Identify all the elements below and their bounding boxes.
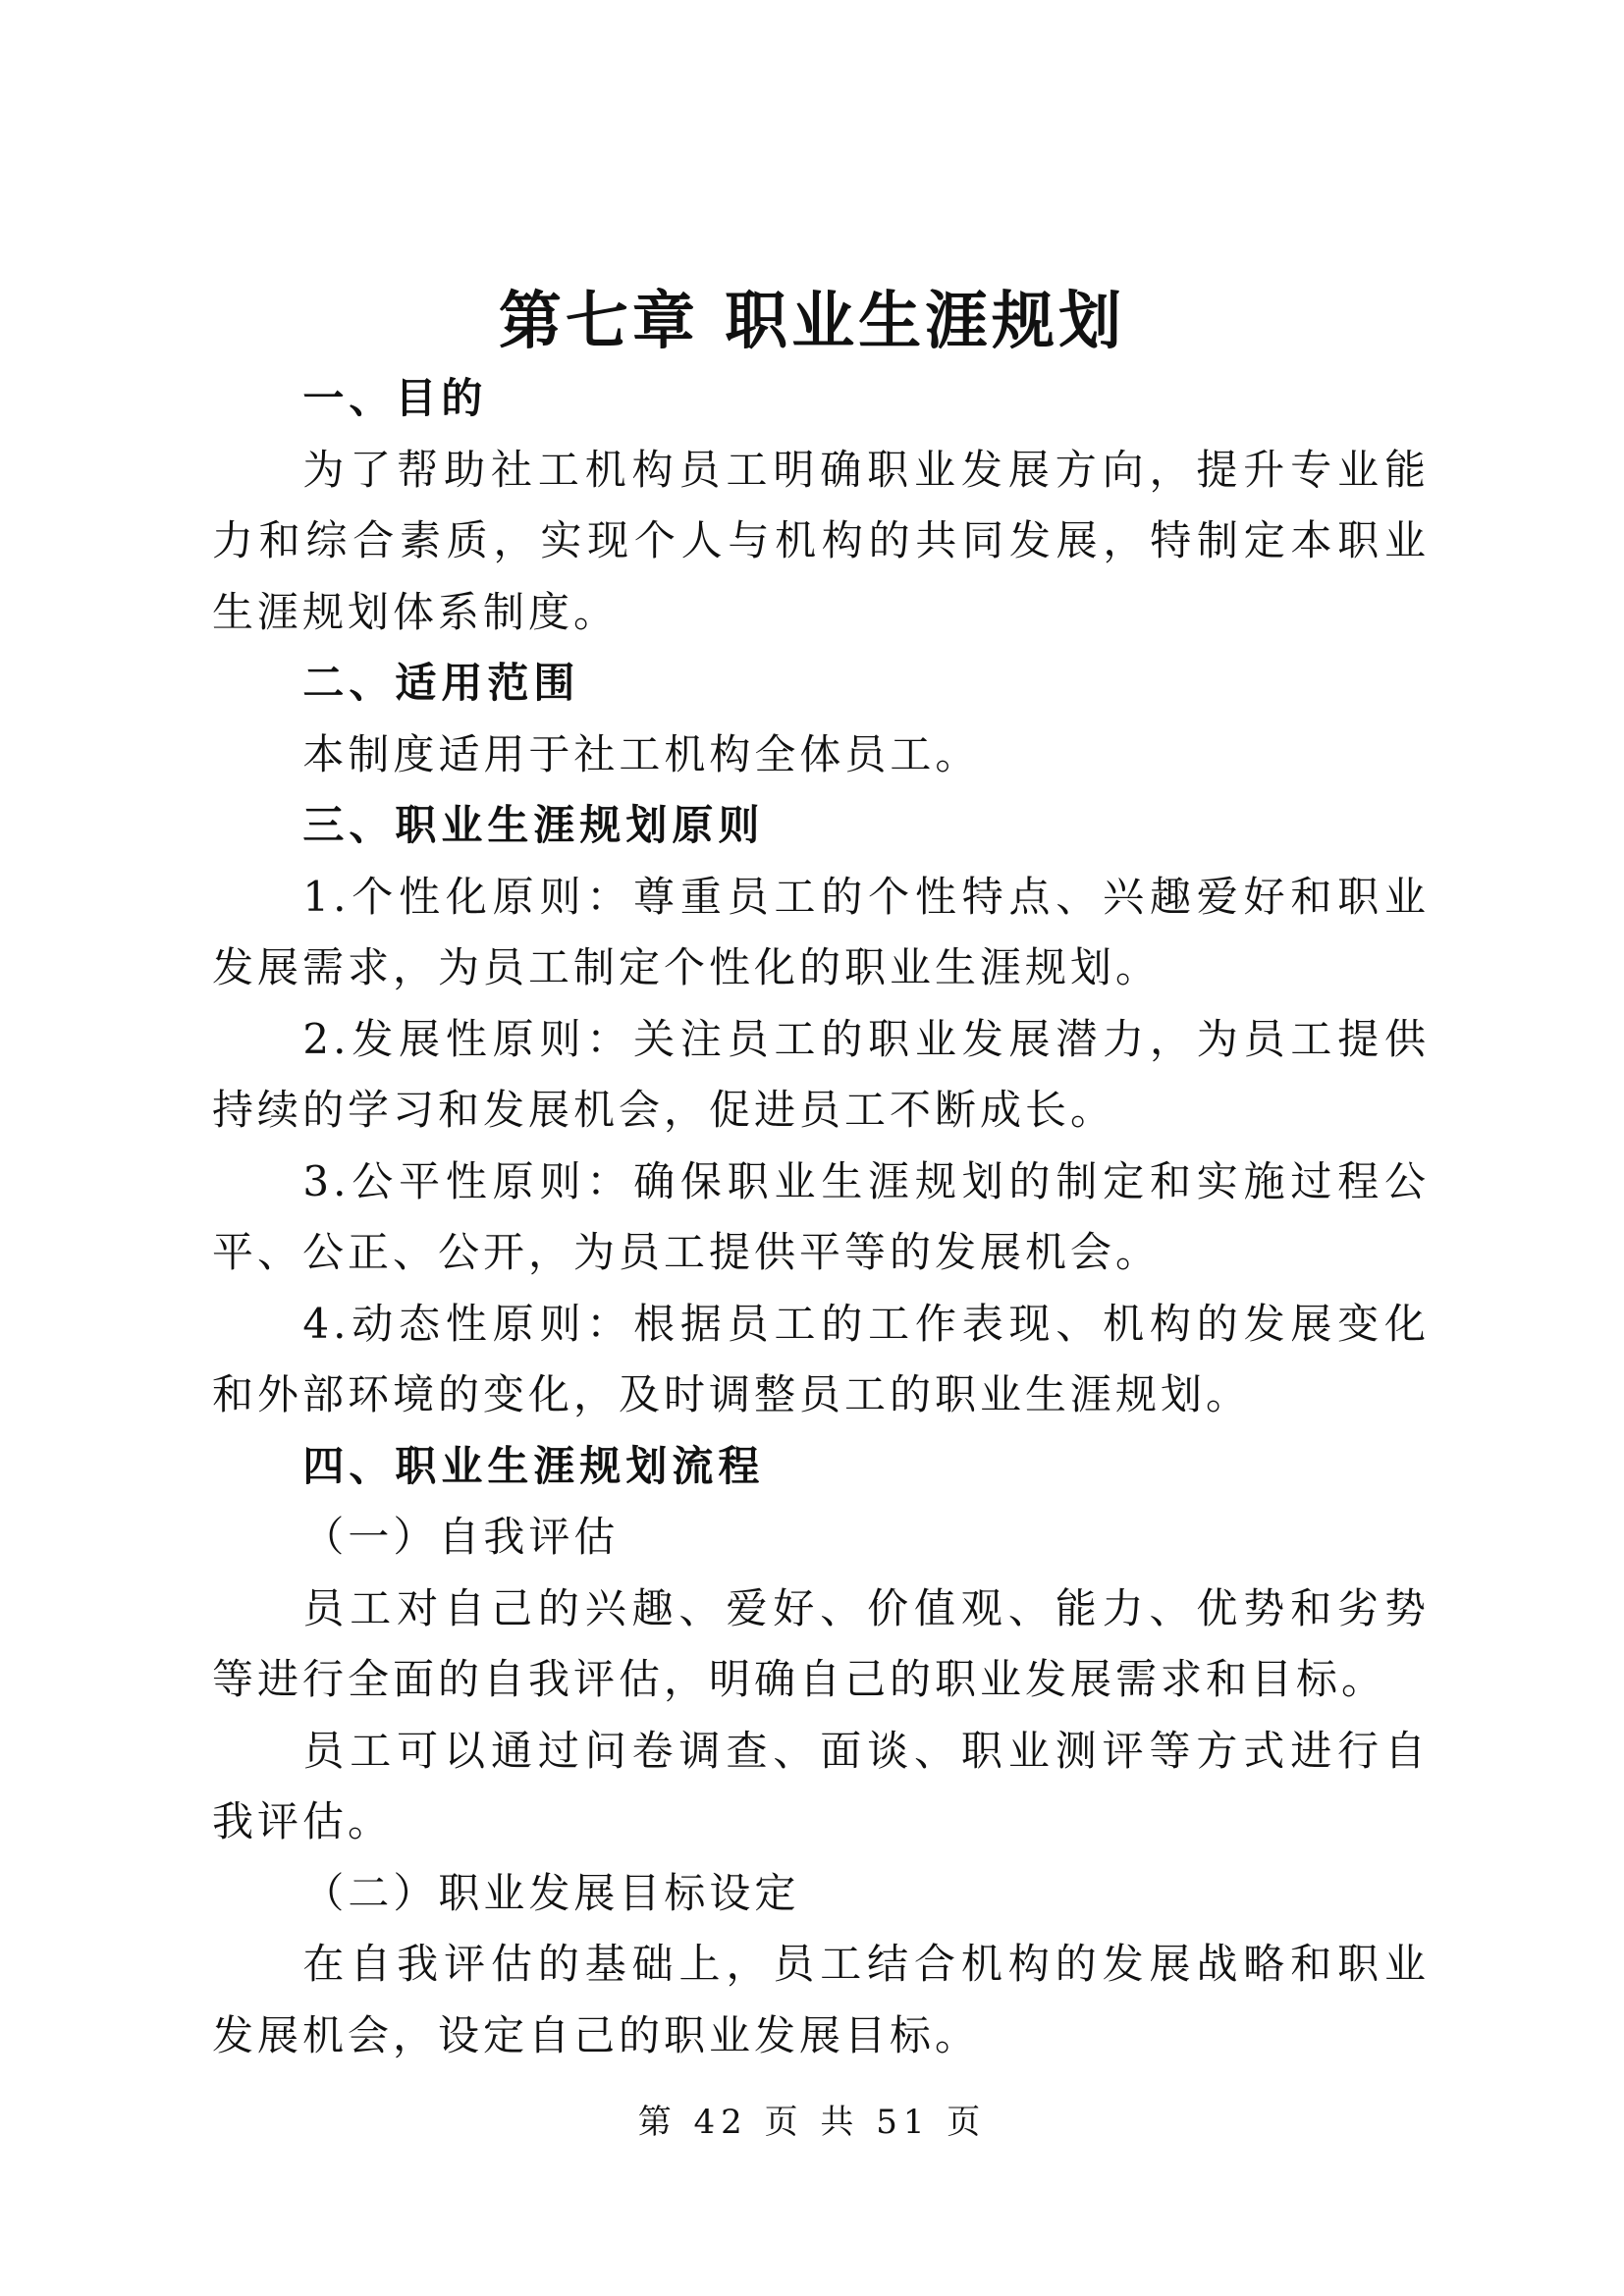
page-title: 第七章 职业生涯规划 xyxy=(498,285,1126,358)
subsection-heading: （二）职业发展目标设定 xyxy=(302,1868,800,1917)
paragraph: 员工可以通过问卷调查、面谈、职业测评等方式进行自我评估。 xyxy=(212,1726,1430,1845)
paragraph: 在自我评估的基础上，员工结合机构的发展战略和职业发展机会，设定自己的职业发展目标。 xyxy=(212,1940,1430,2059)
section-heading: 三、职业生涯规划原则 xyxy=(302,801,765,849)
paragraph: 4.动态性原则：根据员工的工作表现、机构的发展变化和外部环境的变化，及时调整员工的职业生涯规划。 xyxy=(212,1299,1430,1418)
section-heading: 一、目的 xyxy=(302,374,488,422)
subsection-heading: （一）自我评估 xyxy=(302,1513,620,1561)
section-heading: 四、职业生涯规划流程 xyxy=(302,1441,765,1490)
paragraph: 本制度适用于社工机构全体员工。 xyxy=(302,729,981,778)
paragraph: 2.发展性原则：关注员工的职业发展潜力，为员工提供持续的学习和发展机会，促进员工不断成长。 xyxy=(212,1014,1430,1134)
document-body xyxy=(212,363,1430,2071)
paragraph: 3.公平性原则：确保职业生涯规划的制定和实施过程公平、公正、公开，为员工提供平等的发展机会。 xyxy=(212,1156,1430,1276)
paragraph: 为了帮助社工机构员工明确职业发展方向，提升专业能力和综合素质，实现个人与机构的共同发展，特制定本职业生涯规划体系制度。 xyxy=(212,445,1430,636)
section-heading: 二、适用范围 xyxy=(302,659,580,707)
paragraph: 1.个性化原则：尊重员工的个性特点、兴趣爱好和职业发展需求，为员工制定个性化的职业生涯规划。 xyxy=(212,872,1430,991)
page-number-footer: 第 42 页 共 51 页 xyxy=(637,2103,987,2142)
paragraph: 员工对自己的兴趣、爱好、价值观、能力、优势和劣势等进行全面的自我评估，明确自己的职业发展需求和目标。 xyxy=(212,1583,1430,1703)
